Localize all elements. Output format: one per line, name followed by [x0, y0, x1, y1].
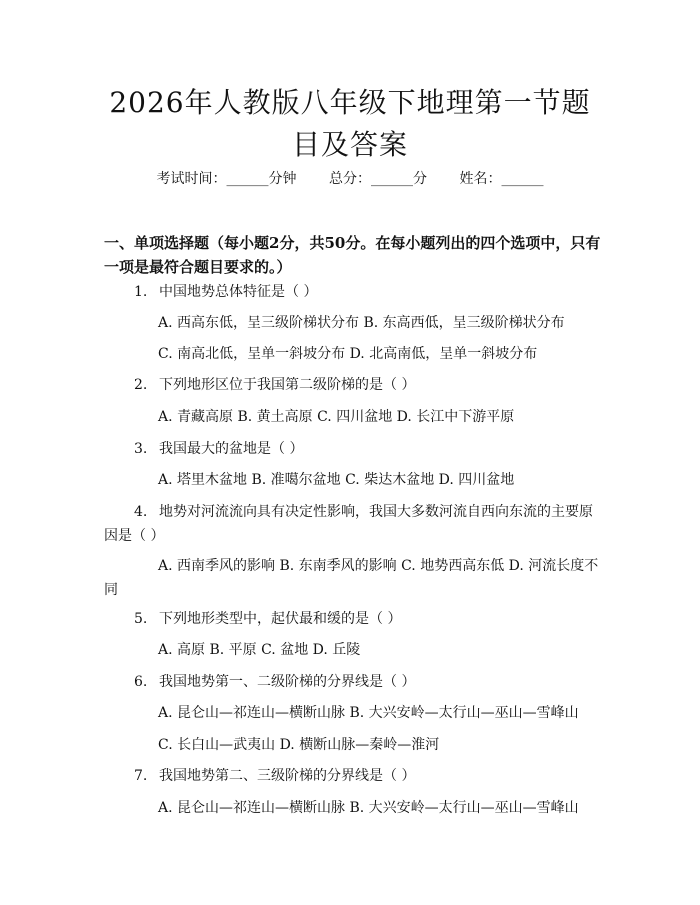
question-stem: 我国地势第二、三级阶梯的分界线是（ ） — [159, 768, 416, 784]
question-6-options-line-1: A. 昆仑山—祁连山—横断山脉 B. 大兴安岭—太行山—巫山—雪峰山 — [158, 705, 579, 721]
question-7-options: A. 昆仑山—祁连山—横断山脉 B. 大兴安岭—太行山—巫山—雪峰山 — [158, 800, 579, 816]
question-number: 2. — [134, 377, 148, 393]
question-number: 3. — [134, 441, 148, 457]
question-number: 6. — [134, 674, 148, 690]
question-3 — [104, 437, 604, 461]
exam-info-line — [0, 168, 700, 188]
total-score-field: 总分：______分 — [329, 171, 427, 187]
question-stem: 下列地形区位于我国第二级阶梯的是（ ） — [159, 377, 416, 393]
section-heading: 一、单项选择题（每小题2分，共50分。在每小题列出的四个选项中，只有一项是最符合题目要求的。） — [104, 234, 601, 276]
question-stem: 我国地势第一、二级阶梯的分界线是（ ） — [159, 674, 416, 690]
question-4 — [104, 500, 604, 548]
question-2-options: A. 青藏高原 B. 黄土高原 C. 四川盆地 D. 长江中下游平原 — [158, 409, 515, 425]
question-6 — [104, 670, 604, 694]
question-5 — [104, 607, 604, 631]
question-4-options: A. 西南季风的影响 B. 东南季风的影响 C. 地势西高东低 D. 河流长度不同 — [104, 558, 599, 598]
question-number: 7. — [134, 768, 148, 784]
question-6-options-line-2: C. 长白山—武夷山 D. 横断山脉—秦岭—淮河 — [158, 737, 440, 753]
question-stem: 中国地势总体特征是（ ） — [159, 284, 318, 300]
student-name-field: 姓名：______ — [459, 171, 544, 187]
question-7 — [104, 764, 604, 788]
question-number: 4. — [134, 504, 148, 520]
question-number: 5. — [134, 611, 148, 627]
question-stem: 地势对河流流向具有决定性影响，我国大多数河流自西向东流的主要原因是（ ） — [104, 504, 593, 544]
page-title: 2026年人教版八年级下地理第一节题目及答案 — [109, 86, 591, 161]
question-stem: 我国最大的盆地是（ ） — [159, 441, 304, 457]
exam-time-field: 考试时间：______分钟 — [156, 171, 297, 187]
question-number: 1. — [134, 284, 148, 300]
question-stem: 下列地形类型中，起伏最和缓的是（ ） — [159, 611, 402, 627]
question-5-options: A. 高原 B. 平原 C. 盆地 D. 丘陵 — [158, 642, 361, 658]
question-3-options: A. 塔里木盆地 B. 准噶尔盆地 C. 柴达木盆地 D. 四川盆地 — [158, 472, 515, 488]
question-1-options-line-1: A. 西高东低，呈三级阶梯状分布 B. 东高西低，呈三级阶梯状分布 — [158, 315, 565, 331]
question-2 — [104, 373, 604, 397]
question-1 — [104, 280, 604, 304]
question-1-options-line-2: C. 南高北低，呈单一斜坡分布 D. 北高南低，呈单一斜坡分布 — [158, 346, 538, 362]
